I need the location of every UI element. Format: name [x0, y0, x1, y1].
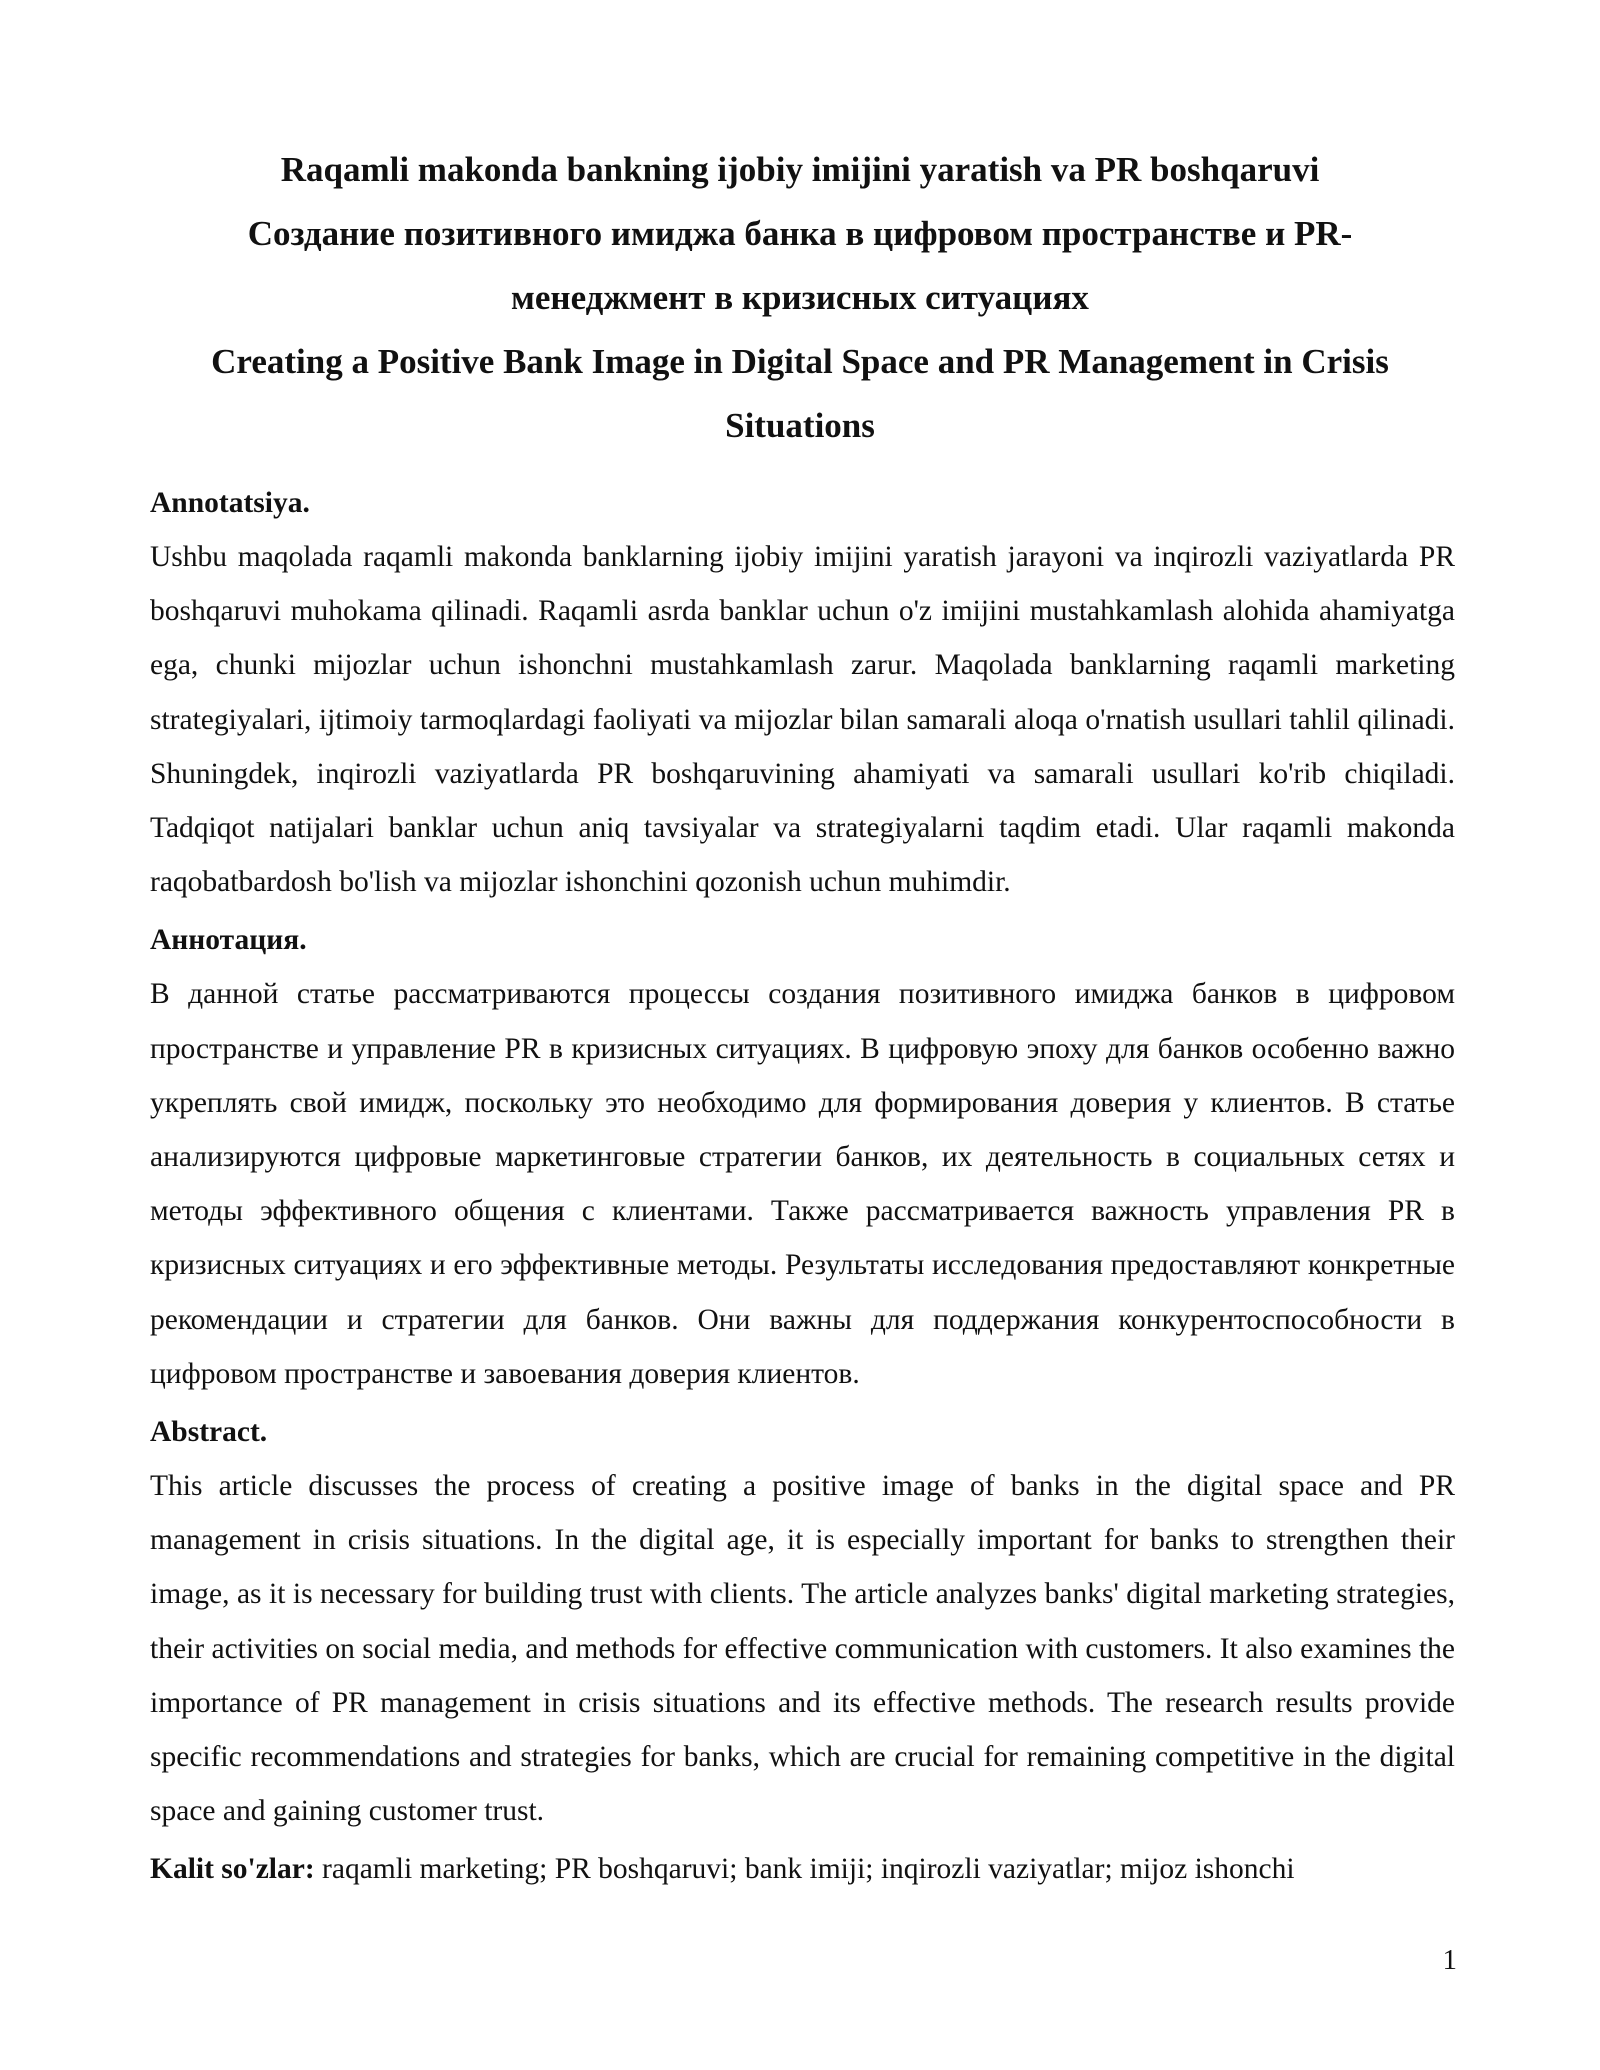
title-english-line-1: Creating a Positive Bank Image in Digital Space and PR Management in Crisis: [211, 342, 1389, 381]
abstracts-section: [150, 476, 1455, 1896]
abstract-uz-text: Ushbu maqolada raqamli makonda banklarning ijobiy imijini yaratish jarayoni va inqirozli vaziyatlarda PR boshqaruvi muhokama qilinadi. Raqamli asrda banklar uchun o'z imijini mustahkamlash alohida ahamiyatga ega, chunki mijozlar uchun ishonchni mustahkamlash zarur. Maqolada banklarning raqamli marketing strategiyalari, ijtimoiy tarmoqlardagi faoliyati va mijozlar bilan samarali aloqa o'rnatish usullari tahlil qilinadi. Shuningdek, inqirozli vaziyatlarda PR boshqaruvining ahamiyati va samarali usullari ko'rib chiqiladi. Tadqiqot natijalari banklar uchun aniq tavsiyalar va strategiyalarni taqdim etadi. Ular raqamli makonda raqobatbardosh bo'lish va mijozlar ishonchini qozonish uchun muhimdir.: [150, 541, 1455, 899]
keywords-line: [150, 1842, 1455, 1896]
abstract-uz-heading: Annotatsiya.: [150, 487, 310, 519]
page-number: 1: [1442, 1944, 1457, 1976]
keywords-text: raqamli marketing; PR boshqaruvi; bank imiji; inqirozli vaziyatlar; mijoz ishonchi: [314, 1853, 1295, 1886]
title-block: [150, 138, 1450, 458]
title-uzbek: Raqamli makonda bankning ijobiy imijini yaratish va PR boshqaruvi: [280, 150, 1320, 189]
abstract-en-heading: Abstract.: [150, 1416, 268, 1449]
abstract-ru-text: В данной статье рассматриваются процессы создания позитивного имиджа банков в цифровом пространстве и управление PR в кризисных ситуациях. В цифровую эпоху для банков особенно важно укреплять свой имидж, поскольку это необходимо для формирования доверия у клиентов. В статье анализируются цифровые маркетинговые стратегии банков, их деятельность в социальных сетях и методы эффективного общения с клиентами. Также рассматривается важность управления PR в кризисных ситуациях и его эффективные методы. Результаты исследования предоставляют конкретные рекомендации и стратегии для банков. Они важны для поддержания конкурентоспособности в цифровом пространстве и завоевания доверия клиентов.: [150, 978, 1455, 1390]
title-russian-line-2: менеджмент в кризисных ситуациях: [511, 278, 1089, 317]
title-english-line-2: Situations: [725, 406, 875, 445]
abstract-ru-heading: Аннотация.: [150, 924, 307, 957]
abstract-en-text: This article discusses the process of creating a positive image of banks in the digital space and PR management in crisis situations. In the digital age, it is especially important for banks to strengthen their image, as it is necessary for building trust with clients. The article analyzes banks' digital marketing strategies, their activities on social media, and methods for effective communication with customers. It also examines the importance of PR management in crisis situations and its effective methods. The research results provide specific recommendations and strategies for banks, which are crucial for remaining competitive in the digital space and gaining customer trust.: [150, 1470, 1455, 1828]
keywords-label: Kalit so'zlar:: [150, 1853, 315, 1886]
title-russian-line-1: Создание позитивного имиджа банка в цифровом пространстве и PR-: [247, 214, 1353, 253]
